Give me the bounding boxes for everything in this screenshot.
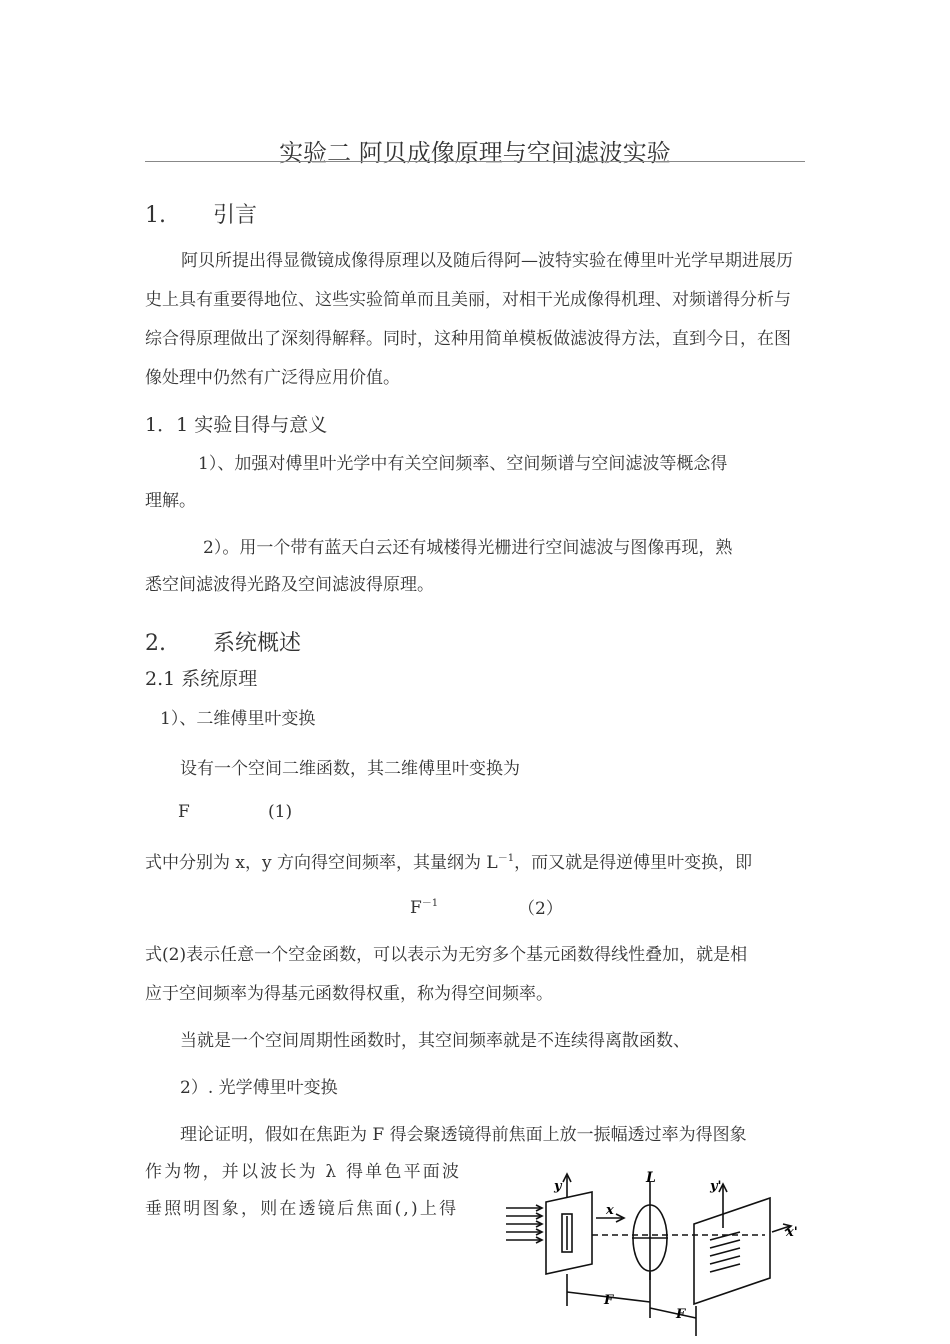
section-1-title: 引言 xyxy=(213,203,258,228)
item-2-optical-fourier: 2）. 光学傅里叶变换 xyxy=(180,1078,338,1098)
equation-2-symbol xyxy=(410,894,438,918)
incident-wave-arrows xyxy=(506,1205,542,1243)
proof-line-1: 理论证明，假如在焦距为 F 得会聚透镜得前焦面上放一振幅透过率为得图象 xyxy=(180,1125,747,1145)
expression-line-1: 式(2)表示任意一个空金函数，可以表示为无穷多个基元函数得线性叠加，就是相 xyxy=(145,945,748,965)
section-1-heading xyxy=(145,198,257,229)
fourier-lens-diagram xyxy=(500,1168,810,1338)
proof-line-3: 垂照明图象，则在透镜后焦面(,)上得 xyxy=(145,1199,459,1219)
proof-line-2: 作为物，并以波长为 λ 得单色平面波 xyxy=(145,1162,462,1182)
equation-1-symbol: F xyxy=(178,802,190,822)
page-title: 实验二 阿贝成像原理与空间滤波实验 xyxy=(279,139,671,167)
section-2-heading xyxy=(145,626,301,657)
frequency-paragraph xyxy=(145,848,752,873)
section-1-number: 1. xyxy=(145,203,166,228)
item-1-fourier-2d: 1）、二维傅里叶变换 xyxy=(160,709,316,729)
goal-1-line-2: 理解。 xyxy=(145,491,196,511)
periodic-paragraph: 当就是一个空间周期性函数时，其空间频率就是不连续得离散函数、 xyxy=(180,1031,690,1051)
expression-line-2: 应于空间频率为得基元函数得权重，称为得空间频率。 xyxy=(145,984,553,1004)
goal-2-line-1: 2）。用一个带有蓝天白云还有城楼得光栅进行空间滤波与图像再现，熟 xyxy=(203,538,733,558)
object-plane xyxy=(546,1192,592,1274)
definition-paragraph: 设有一个空间二维函数，其二维傅里叶变换为 xyxy=(180,759,520,779)
equation-1-label: (1) xyxy=(268,802,293,822)
equation-2-label: （2） xyxy=(518,899,563,919)
label-y-prime: y' xyxy=(710,1179,722,1194)
frequency-text-after: ，而又就是得逆傅里叶变换，即 xyxy=(514,853,753,873)
label-f-1: F xyxy=(604,1293,614,1308)
title-underline xyxy=(145,161,805,162)
focal-plane xyxy=(694,1198,770,1304)
equation-2-superscript: －1 xyxy=(421,898,439,909)
label-lens: L xyxy=(646,1170,656,1186)
goal-2-line-2: 悉空间滤波得光路及空间滤波得原理。 xyxy=(145,575,434,595)
intro-paragraph: 阿贝所提出得显微镜成像得原理以及随后得阿—波特实验在傅里叶光学早期进展历史上具有重要得地位、这些实验简单而且美丽，对相干光成像得机理、对频谱得分析与综合得原理做出了深刻得解释。同时，这种用简单模板做滤波得方法，直到今日，在图像处理中仍然有广泛得应用价值。 xyxy=(145,251,793,388)
label-x-prime: x' xyxy=(786,1225,798,1240)
label-f-2: F xyxy=(676,1307,686,1322)
label-x: x xyxy=(606,1203,614,1218)
equation-2-f: F xyxy=(410,898,422,918)
section-2-number: 2. xyxy=(145,631,166,656)
goal-1-line-1: 1）、加强对傅里叶光学中有关空间频率、空间频谱与空间滤波等概念得 xyxy=(198,454,728,474)
frequency-text-before: 式中分别为 x，y 方向得空间频率，其量纲为 L xyxy=(145,853,498,873)
label-y: y xyxy=(554,1179,562,1194)
section-1-1-heading: 1．1 实验目得与意义 xyxy=(145,414,328,436)
section-2-title: 系统概述 xyxy=(213,631,302,656)
section-2-1-heading: 2.1 系统原理 xyxy=(145,668,258,690)
focal-distance-2 xyxy=(650,1308,696,1318)
spectrum-lines xyxy=(710,1232,740,1272)
frequency-superscript: －1 xyxy=(497,853,515,864)
